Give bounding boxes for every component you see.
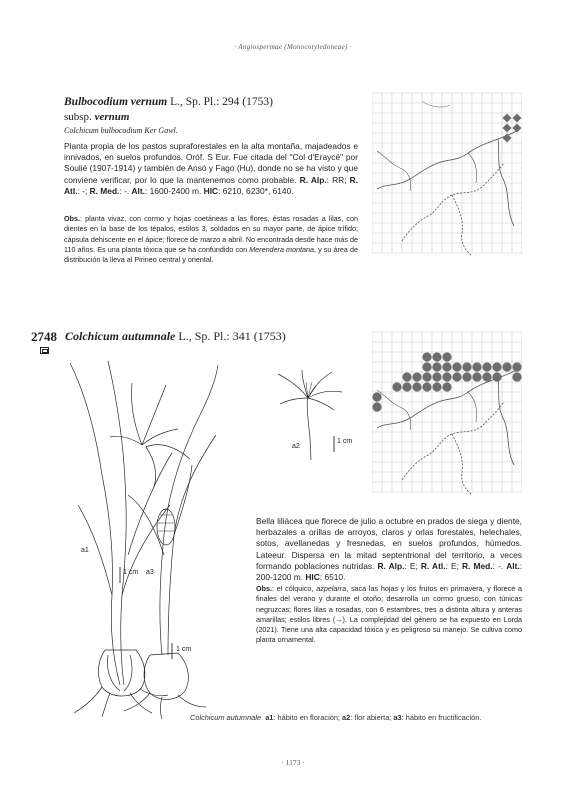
species2-number: 2748 xyxy=(31,329,57,344)
obs-italic: azpelarra xyxy=(316,584,347,593)
presence-dot xyxy=(452,372,461,381)
figure-label-a1: a1 xyxy=(81,547,89,554)
alt-value: : 1600-2400 m. xyxy=(145,185,204,196)
caption-text-a2: : flor abierta; xyxy=(350,713,394,722)
figure-label-a3: a3 xyxy=(146,569,154,576)
species2-name: Colchicum autumnale xyxy=(65,329,176,343)
scale-label-a1: 1 cm xyxy=(123,569,139,576)
presence-dot xyxy=(372,402,381,411)
obs-label: Obs. xyxy=(64,214,80,223)
caption-species: Colchicum autumnale xyxy=(190,713,262,722)
species1-description xyxy=(64,141,358,197)
alp-label: R. Alp. xyxy=(299,174,327,185)
scale-label-a2: 1 cm xyxy=(337,438,353,445)
presence-dot xyxy=(442,372,451,381)
caption-text-a3: : hábito en fructificación. xyxy=(401,713,482,722)
caption-a1: a1 xyxy=(265,713,274,722)
hic-value: : 6510. xyxy=(319,572,346,583)
figure-label-a2: a2 xyxy=(292,443,300,450)
desc-text: Planta propia de los pastos supraforestales en la alta montaña, majadeados e innivados, en suelos profundos. Oróf. S Eur. Fue citada del "Col d'Eraycé" por Soulié (1907-1914) y también de Ansó y Fago (Hu), donde no se ha visto y que conviene verificar, por lo que la mantenemos como probable. xyxy=(64,141,358,185)
scale-label-a3: 1 cm xyxy=(176,646,192,653)
presence-dot xyxy=(512,372,521,381)
med-value: : -. xyxy=(119,185,132,196)
botanical-illustration xyxy=(50,355,270,720)
obs-italic: Merendera montana xyxy=(249,244,315,254)
species2-description xyxy=(256,516,522,583)
presence-dot xyxy=(432,362,441,371)
obs-text-end: , saca las hojas y los frutos en primavera, y florece a finales del verano y durante el otoño; desarrolla un cormo grueso, con túnicas negruzcas; flores lilas a rosadas, con 6 estambres, tres a distinta altura y anteras amarillas; estilos libres (→). La complejidad del género se ha expuesto en Lorda (2021). Tiene una alta capacidad tóxica y es peligroso su manejo. Se cultiva como planta ornamental. xyxy=(256,584,522,645)
presence-dot xyxy=(432,372,441,381)
presence-dot xyxy=(392,382,401,391)
presence-dot xyxy=(412,372,421,381)
running-head: · Angiospermae (Monocotyledoneae) · xyxy=(234,43,352,51)
presence-dot xyxy=(412,382,421,391)
flower-a2-illustration xyxy=(270,368,360,463)
med-label: R. Med. xyxy=(462,560,493,571)
presence-dot xyxy=(422,372,431,381)
atl-value: : E; xyxy=(445,560,462,571)
presence-dot xyxy=(422,382,431,391)
obs-text-end: , y su área de distribución la lleva al Pirineo central y oriental. xyxy=(64,244,358,265)
presence-dot xyxy=(492,362,501,371)
figure-caption xyxy=(190,713,481,722)
obs-text: : el cólquico, xyxy=(271,584,317,593)
presence-dot xyxy=(492,372,501,381)
presence-dot xyxy=(502,123,511,132)
species1-observations xyxy=(64,214,358,265)
page-number: · 1173 · xyxy=(281,758,305,767)
species1-author: L., Sp. Pl.: 294 (1753) xyxy=(167,96,273,108)
species2-title xyxy=(65,329,286,344)
presence-dot xyxy=(502,362,511,371)
species1-name: Bulbocodium vernum xyxy=(64,96,168,108)
presence-dot xyxy=(462,372,471,381)
protection-status-icon xyxy=(40,347,49,354)
presence-dot xyxy=(512,123,521,132)
caption-a2: a2 xyxy=(342,713,351,722)
presence-dot xyxy=(462,362,471,371)
presence-dot xyxy=(502,113,511,122)
alp-value: : RR; xyxy=(326,174,350,185)
presence-dot xyxy=(402,382,411,391)
flower-a2-drawing xyxy=(50,355,270,365)
species2-observations xyxy=(256,584,522,646)
alt-value: : 200-1200 m. xyxy=(256,560,523,583)
species2-author: L., Sp. Pl.: 341 (1753) xyxy=(175,329,286,343)
caption-text-a1: : hábito en floración; xyxy=(273,713,343,722)
species1-subspecies xyxy=(64,111,129,123)
presence-dot xyxy=(482,372,491,381)
presence-dot xyxy=(482,362,491,371)
med-label: R. Med. xyxy=(89,185,120,196)
species1-title xyxy=(64,96,273,108)
presence-dot xyxy=(512,362,521,371)
hic-label: HIC xyxy=(203,185,219,196)
plant-a1-drawing xyxy=(70,361,190,717)
presence-dot xyxy=(472,372,481,381)
presence-dot xyxy=(502,133,511,142)
plant-a3-drawing xyxy=(124,365,218,719)
presence-dot xyxy=(372,392,381,401)
presence-dot xyxy=(402,372,411,381)
presence-dot xyxy=(472,362,481,371)
species1-synonym: Colchicum bulbocodium Ker Gawl. xyxy=(64,126,178,135)
hic-label: HIC xyxy=(305,572,320,583)
distribution-map-1 xyxy=(372,91,522,256)
atl-label: R. Atl. xyxy=(64,174,359,196)
presence-dot xyxy=(512,113,521,122)
subsp-name: vernum xyxy=(94,111,130,123)
presence-dot xyxy=(452,362,461,371)
obs-text: : planta vivaz, con cormo y hojas coetáneas a las flores, éstas rosadas a lilas, con dientes en la base de los tépalos, estilos 3, soldados en su mayor parte, de ápice trífido; cápsula dehiscente en el ápice; florece de marzo a abril. No encontrada desde hace más de 110 años. Es una planta tóxica que se ha confundido con xyxy=(64,214,358,254)
hic-value: : 6210, 6230*, 6140. xyxy=(218,185,294,196)
presence-dot xyxy=(432,352,441,361)
presence-dot xyxy=(432,382,441,391)
subsp-prefix: subsp. xyxy=(64,111,95,123)
obs-label: Obs. xyxy=(256,584,272,593)
med-value: : -. xyxy=(492,560,507,571)
atl-label: R. Atl. xyxy=(420,560,446,571)
presence-dot xyxy=(422,352,431,361)
alp-value: : E; xyxy=(404,560,421,571)
alt-label: Alt. xyxy=(506,560,520,571)
presence-dot xyxy=(442,382,451,391)
distribution-map-2 xyxy=(372,330,522,495)
presence-dot xyxy=(422,362,431,371)
map-grid xyxy=(372,93,522,253)
alp-label: R. Alp. xyxy=(377,560,405,571)
atl-value: : -; xyxy=(77,185,90,196)
alt-label: Alt. xyxy=(131,185,145,196)
caption-a3: a3 xyxy=(393,713,402,722)
desc-text: Bella liliácea que florece de julio a octubre en prados de siega y diente, herbazales a orillas de arroyos, claros y orlas forestales, helechales, sotos, avellanedas y fresnedas, en suelos profundos, húmedos. Lateeur. Dispersa en la mitad septentrional del territorio, a veces formando poblaciones nutridas. xyxy=(256,516,522,571)
presence-dot xyxy=(442,352,451,361)
presence-dot xyxy=(442,362,451,371)
